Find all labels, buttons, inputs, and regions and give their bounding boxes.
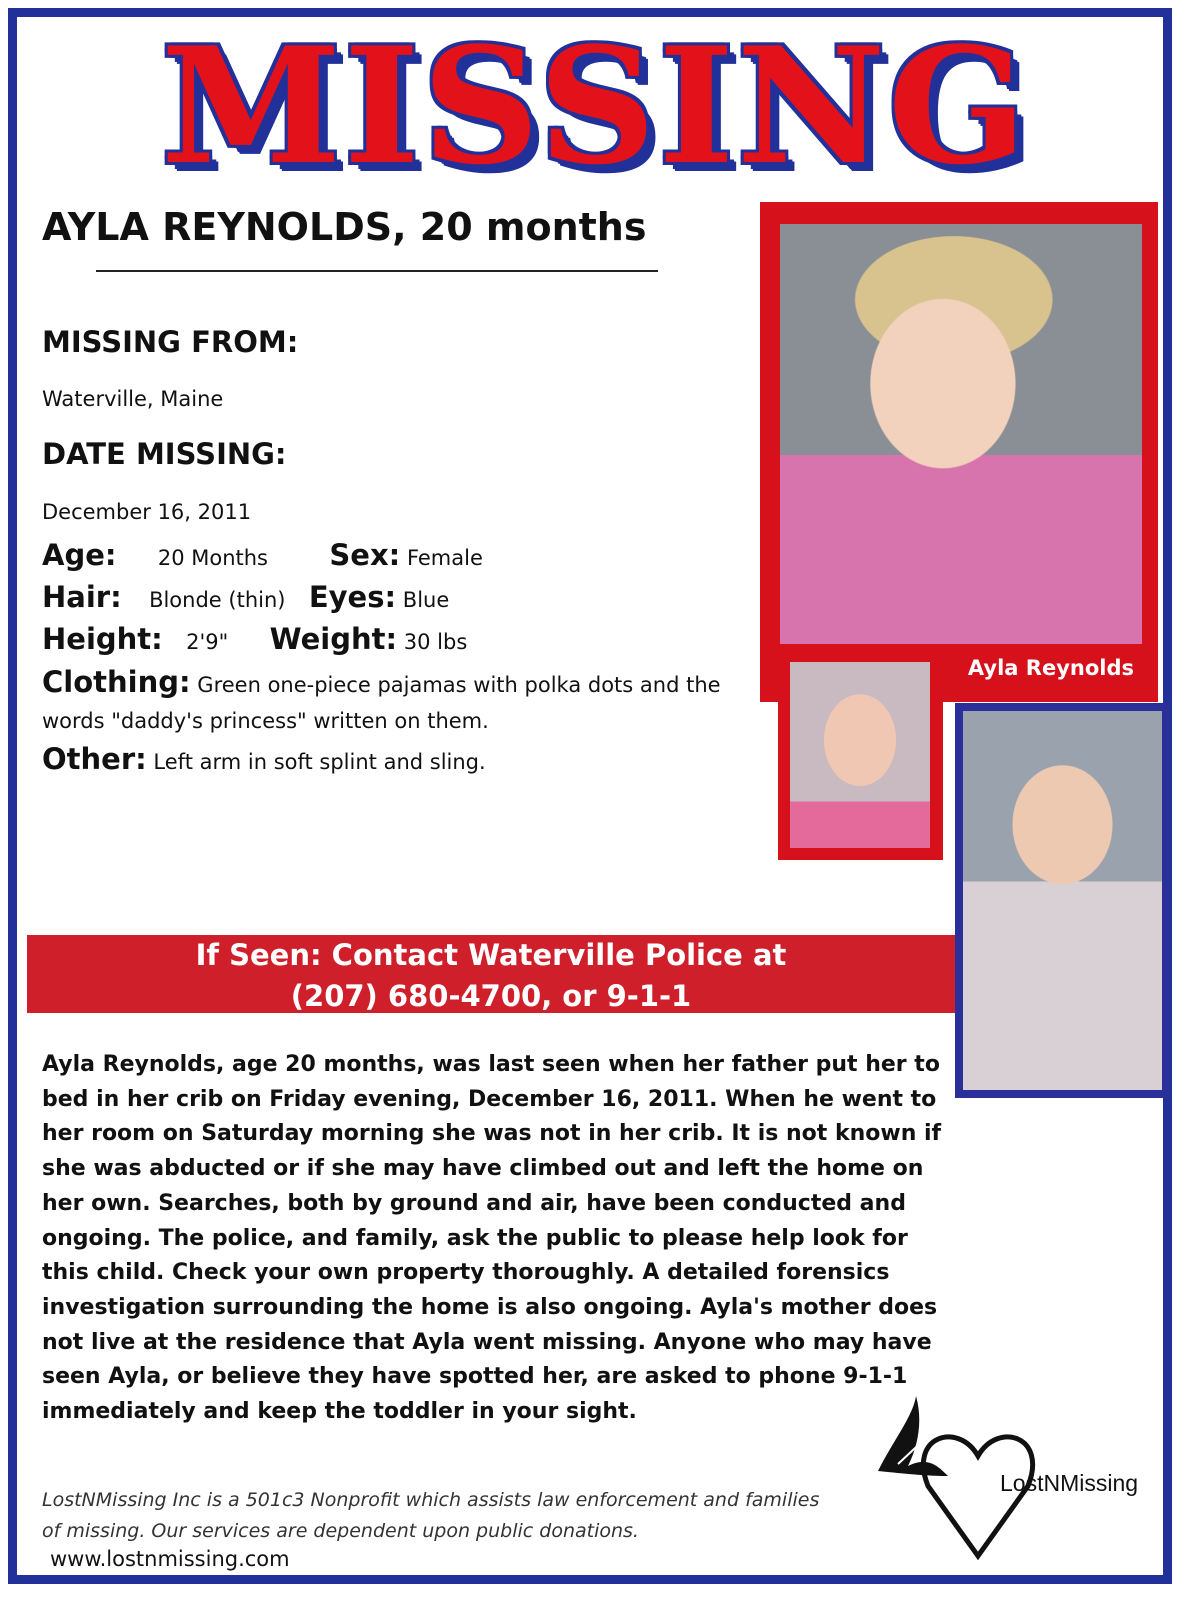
hair-label: Hair: [42, 580, 122, 614]
eyes-value: Blue [402, 588, 450, 612]
clothing-value: Green one-piece pajamas with polka dots and the words "daddy's princess" written on them. [42, 673, 721, 733]
person-name: AYLA REYNOLDS, 20 months [42, 205, 647, 249]
missing-from-value: Waterville, Maine [42, 387, 224, 411]
website-url[interactable]: www.lostnmissing.com [50, 1547, 290, 1571]
clothing-label: Clothing: [42, 665, 191, 699]
age-value: 20 Months [157, 546, 269, 570]
contact-line-1: If Seen: Contact Waterville Police at [195, 938, 787, 972]
nonprofit-note: LostNMissing Inc is a 501c3 Nonprofit which assists law enforcement and families of missing. Our services are dependent upon public donations. [42, 1489, 820, 1542]
height-value: 2'9" [186, 630, 229, 654]
contact-line-2: (207) 680-4700, or 9-1-1 [290, 979, 692, 1013]
sex-value: Female [406, 546, 483, 570]
contact-banner [27, 935, 955, 1013]
main-photo-image [780, 224, 1142, 644]
sex-label: Sex: [329, 538, 401, 572]
height-weight-row [42, 622, 467, 656]
side-photo [955, 703, 1170, 1098]
eyes-label: Eyes: [308, 580, 397, 614]
missing-title: MISSING [160, 12, 1030, 200]
story-text: Ayla Reynolds, age 20 months, was last seen when her father put her to bed in her crib on Friday evening, December 16, 2011. When he went to her room on Saturday morning she was not in her crib. It is not known if she was abducted or if she may have climbed out and left the home on her own. Searches, both by ground and air, have been conducted and ongoing. The police, and family, ask the public to please help look for this child. Check your own property thoroughly. A detailed forensics investigation surrounding the home is also ongoing. Ayla's mother does not live at the residence that Ayla went missing. Anyone who may have seen Ayla, or believe they have spotted her, are asked to phone 9-1-1 immediately and keep the toddler in your sight. [42, 1052, 942, 1425]
hair-value: Blonde (thin) [149, 588, 286, 612]
clothing-row [42, 664, 732, 739]
small-photo-image [790, 662, 930, 848]
other-value: Left arm in soft splint and sling. [153, 750, 486, 774]
weight-label: Weight: [269, 622, 398, 656]
small-photo [778, 650, 943, 860]
age-label: Age: [42, 538, 117, 572]
date-missing-value: December 16, 2011 [42, 500, 252, 524]
side-photo-image [963, 711, 1162, 1090]
height-label: Height: [42, 622, 163, 656]
missing-from-label: MISSING FROM: [42, 325, 299, 359]
divider [96, 270, 658, 272]
main-photo [760, 202, 1158, 702]
weight-value: 30 lbs [403, 630, 468, 654]
age-sex-row [42, 538, 483, 572]
logo-text: LostNMissing [1000, 1470, 1139, 1496]
other-row [42, 742, 486, 776]
hair-eyes-row [42, 580, 449, 614]
photo-caption: Ayla Reynolds [967, 656, 1134, 680]
other-label: Other: [42, 742, 147, 776]
date-missing-label: DATE MISSING: [42, 437, 287, 471]
